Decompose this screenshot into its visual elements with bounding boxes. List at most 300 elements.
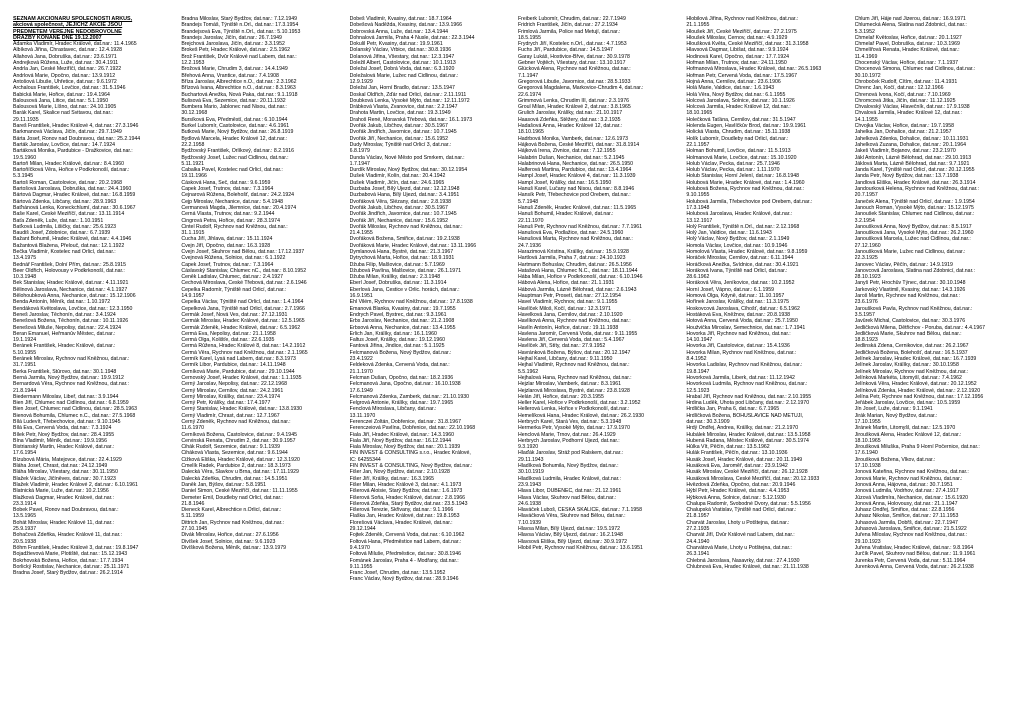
shareholder-entry: Havelková Jana, Černilov, dat.nar.: 2.10.1920 <box>517 311 623 318</box>
shareholder-entry: Bartoňíčková Věra, Hořice v Podkrkonoší, dat.nar.: <box>13 167 130 174</box>
shareholder-entry: Havel Vladimír, Rychnov, dat.nar.: 9.1.1955 <box>517 299 618 306</box>
shareholder-entry: 29.12.1944 <box>349 526 376 533</box>
shareholder-entry: Dolanová Jiřina, Všestary, dat.nar.: 12.3.1947 <box>349 53 455 60</box>
shareholder-entry: Janyš Petr, Hrochův Týnec, dat.nar.: 30.10.1948 <box>854 280 966 287</box>
shareholder-entry: 23.3.1914 <box>13 500 37 507</box>
shareholder-entry: Fišer Jan, Nový Bydžov, dat.nar.: 2.10.1928 <box>349 469 450 476</box>
shareholder-entry: Dolanský Václav, Vrbice, dat.nar.: 30.8.1936 <box>349 47 452 54</box>
shareholder-entry: Jahelková Zdenka, Dohalice, dat.nar.: 10.11.1931 <box>854 135 969 142</box>
shareholder-entry: Cejp Miroslav, Nechanice, dat.nar.: 5.4.1948 <box>181 198 284 205</box>
shareholder-entry: Duzbabová Hana, Bílý Újezd, dat.nar.: 3.4.1951 <box>349 192 460 199</box>
shareholder-entry: Bartoš Roman, Častolovice, dat.nar.: 20.2.1968 <box>13 179 123 186</box>
shareholder-entry: Hlavsová Eliška, Bílý Újezd, dat.nar.: 30.9.1972 <box>517 538 627 545</box>
shareholder-entry: 22.1.1957 <box>686 141 710 148</box>
shareholder-entry: Gregorová Libuše, Javornice, dat.nar.: 28.5.1933 <box>517 78 631 85</box>
shareholder-entry: Holá Věra, Nový Bydžov, dat.nar.: 6.1.1955 <box>686 91 786 98</box>
shareholder-entry: Cucha Jiří, Jihlava, dat.nar.: 15.11.1924 <box>181 236 273 243</box>
shareholder-entry: Dymlanová Hana, Bystré, dat.nar.: 21.3.1967 <box>349 248 454 255</box>
shareholder-entry: Hofmanová Miroslava, Hradec Králové, dat.nar.: 26.5.1963 <box>686 66 822 73</box>
shareholder-entry: Dieneck Karel, Albrechtice n.Orlicí, dat.nar.: <box>181 507 282 514</box>
shareholder-entry: Janoušková Jana, Vysoké Mýto, dat.nar.: 26.2.1960 <box>854 230 974 237</box>
shareholder-entry: Jiroušková Alena, Hradec Králové 12, dat.nar.: <box>854 431 962 438</box>
shareholder-entry: 21.4.1955 <box>349 230 373 237</box>
shareholder-entry: Bílá Eva, Červená Voda, dat.nar.: 7.3.1924 <box>13 425 112 432</box>
shareholder-entry: Archalous František, Lovčice, dat.nar.: 31.5.1946 <box>13 85 126 92</box>
shareholder-entry: Dvořáková Marie, Hradec Králové, dat.nar.: 13.11.1966 <box>349 242 477 249</box>
shareholder-entry: 19.5.1960 <box>13 154 37 161</box>
shareholder-entry: Hadrbová Monika, Vamberk, dat.nar.: 12.6.1973 <box>517 135 629 142</box>
shareholder-entry: Hanušová Marta, Rychnov nad Kněžnou, dat.nar.: <box>517 236 633 243</box>
shareholder-entry: Jahelková Zuzana, Dohalice, dat.nar.: 20.1.1964 <box>854 141 966 148</box>
shareholder-entry: Jákl Antonín, Lázně Bělohrad, dat.nar.: 29.10.1913 <box>854 154 972 161</box>
shareholder-entry: Drahoš René, Moravská Třebová, dat.nar.: 16.1.1973 <box>349 116 473 123</box>
shareholder-entry: Chvojka Václav, Hořice, dat.nar.: 19.7.1958 <box>854 123 955 130</box>
shareholder-entry: Hanuš Karel, Lučany nad Nisou, dat.nar.: 8.8.1946 <box>517 186 635 193</box>
shareholder-entry: Hojná Anna, Černilov, dat.nar.: 23.6.1906 <box>686 78 781 85</box>
shareholder-entry: Holenda Eugen, Havlíčkův Brod, dat.nar.: 19.9.1961 <box>686 123 806 130</box>
shareholder-entry: Hrdina Luděk, Úhota pod Libčany, dat.nar.: 2.12.1970 <box>686 400 810 407</box>
shareholder-entry: 19.1.1924 <box>13 337 37 344</box>
shareholder-entry: Borlický Rostislav, Nechanice, dat.nar.: 25.11.1971 <box>13 563 130 570</box>
shareholder-entry: Hubálek Miroslav, Hradec Králové, dat.nar.: 13.5.1958 <box>686 431 811 438</box>
shareholder-entry: FIN INVEST & CONSULTING, Nový Bydžov, dat.nar.: <box>349 463 473 470</box>
shareholder-entry: Horáková Věra, Jeníkovice, dat.nar.: 10.2.1952 <box>686 280 795 287</box>
shareholder-entry: 5.3.1945 <box>13 173 34 180</box>
shareholder-entry: Čermík Libor, Pardubice, dat.nar.: 14.11.1948 <box>181 362 286 369</box>
shareholder-entry: Dalecká Zdeňka, Chrudim, dat.nar.: 14.5.1951 <box>181 475 288 482</box>
shareholder-entry: Bendáková Květoslava, Lovčice, dat.nar.: 12.3.1950 <box>13 305 133 312</box>
shareholder-entry: Chroboček Rudolf, Cítím, dat.nar.: 11.4.1931 <box>854 78 958 85</box>
column-2 <box>181 16 340 719</box>
shareholder-entry: Husáková Eva, Jaroměř, dat.nar.: 23.9.1942 <box>686 463 788 470</box>
shareholder-entry: Jonová Anna, Hájovna, dat.nar.: 30.7.1951 <box>854 481 953 488</box>
shareholder-entry: Jelínek Miroslav, Rychnov nad Kněžnou, dat.nar.: <box>854 368 969 375</box>
shareholder-entry: Hovorka Jiří, Častolovice, dat.nar.: 15.4.1936 <box>686 343 790 350</box>
shareholder-entry: Chlebná Jaroslava, Nasavrky, dat.nar.: 27.4.1930 <box>686 557 800 564</box>
shareholder-entry: Cvejnová Růžena, Solnice, dat.nar.: 6.1.1922 <box>181 255 286 262</box>
shareholder-entry: Holubová Jaroslava, Hradec Králové, dat.nar.: <box>686 211 793 218</box>
shareholder-entry: Dobeš Vladimír, Kvasiny, dat.nar.: 18.7.1964 <box>349 16 452 22</box>
shareholder-entry: 11.4.1969 <box>854 53 878 60</box>
shareholder-entry: Holub Václav, Pecka, dat.nar.: 1.11.1970 <box>686 167 780 174</box>
shareholder-entry: Buchartová Anežka, Nová Paka, dat.nar.: 9.1.1918 <box>181 91 298 98</box>
shareholder-entry: Jirák Marian, Nový Bydžov, dat.nar.: <box>854 412 938 419</box>
shareholder-entry: Baše Karel, České Meziříčí, dat.nar.: 13.11.1914 <box>13 211 125 218</box>
shareholder-entry: Hotová Anna, Červená Voda, dat.nar.: 25.7.1950 <box>686 318 798 325</box>
shareholder-entry: 18.10.1965 <box>854 437 881 444</box>
shareholder-entry: 14.9.1957 <box>181 293 205 300</box>
shareholder-entry: 5.11.1921 <box>181 160 205 167</box>
shareholder-entry: 7.10.1939 <box>517 519 542 526</box>
shareholder-entry: 30.10.1972 <box>854 72 881 79</box>
shareholder-entry: Hartmann Bohuslav, Chrudim, dat.nar.: 26.5.1956 <box>517 261 632 268</box>
shareholder-entry: Balousová Jana, Litice, dat.nar.: 5.1.1950 <box>13 97 109 104</box>
shareholder-entry: Holmanová Marie, Lovčice, dat.nar.: 15.10.1920 <box>686 154 797 161</box>
shareholder-entry: Barták Jaroslav, Lovčice, dat.nar.: 14.7.1924 <box>13 141 115 148</box>
shareholder-entry: Hovorka Milan, Rychnov nad Kněžnou, dat.nar.: <box>686 349 797 356</box>
shareholder-entry: Doležil Albert, Častolovice, dat.nar.: 10.1.1913 <box>349 60 456 67</box>
shareholder-entry: Čiháková Vlasta, Sezemice, dat.nar.: 9.6.1944 <box>181 450 288 457</box>
shareholder-entry: Halabrinová Hana, Nechanice, dat.nar.: 26.5.1950 <box>517 160 634 167</box>
shareholder-entry: Hodinová Karel, Opočno, dat.nar.: 17.7.1924 <box>686 53 789 60</box>
shareholder-entry: Hlaváček Luboš, ČESKÁ SKALICE, dat.nar.: 7.1.1958 <box>517 507 642 514</box>
shareholder-entry: 18.8.1923 <box>854 337 878 344</box>
shareholder-entry: Eberl Josef, Dobruška, dat.nar.: 11.3.1914 <box>349 280 447 287</box>
shareholder-entry: Dušek Vladimír, Kolín, dat.nar.: 20.4.1942 <box>349 173 446 180</box>
shareholder-entry: Hejhalová Hana, Rychnov nad Kněžnou, dat.nar.: <box>517 374 632 381</box>
shareholder-entry: Juhasz Ondřej, Smiřice, dat.nar.: 22.8.1956 <box>854 507 955 514</box>
shareholder-entry: Dvořák Jiří, Nechanice, dat.nar.: 15.6.1952 <box>349 217 448 224</box>
shareholder-entry: 21.1.1955 <box>686 22 710 29</box>
shareholder-entry: Blažek Vladimír, Hradec Králové 2, dat.nar.: 6.10.1961 <box>13 481 138 488</box>
shareholder-entry: Havlíček Jiří, Štíty, dat.nar.: 27.9.1952 <box>517 343 606 350</box>
shareholder-entry: Dvořáková Božena, Smiřice, dat.nar.: 19.2.1938 <box>349 236 460 243</box>
shareholder-entry: Fridrich František, Jičín, dat.nar.: 27.2.1934 <box>517 22 618 29</box>
shareholder-entry: Andrla Jan, České Meziříčí, dat.nar.: 26.7.1922 <box>13 66 122 73</box>
shareholder-entry: Foltová Miluše, Předměstice, dat.nar.: 30.8.1946 <box>349 551 461 558</box>
shareholder-entry: Homolová Vlasta, Hradec Králové, dat.nar.: 9.8.1959 <box>686 248 808 255</box>
shareholder-entry: Doležal Jan, Horní Bradlo, dat.nar.: 13.5.1947 <box>349 85 455 92</box>
shareholder-entry: Chrenová Ivona, Kočí, dat.nar.: 7.10.1969 <box>854 91 951 98</box>
shareholder-entry: Jaroušková Pavla, Rychnov nad Kněžnou, dat.nar.: <box>854 305 973 312</box>
shareholder-entry: Janda Karel, Týniště nad Orlicí, dat.nar.: 20.12.1955 <box>854 167 975 174</box>
shareholder-entry: Fišerová Aloisie, Starý Bydžov, dat.nar.: 1.6.1973 <box>349 488 463 495</box>
shareholder-entry: Hloušek Miloslav, Černov, dat.nar.: 4.9.1929 <box>686 34 788 41</box>
shareholder-entry: Janeček Alena, Týniště nad Orlicí, dat.nar.: 1.9.1954 <box>854 198 975 205</box>
shareholder-entry: 9.3.1920 <box>517 444 539 451</box>
shareholder-entry: Ferenczei Zoltán, Dobřenice, dat.nar.: 31.8.1967 <box>349 419 461 425</box>
shareholder-entry: Dvořák Jakub, Libčhov, dat.nar.: 30.5.1967 <box>349 204 448 211</box>
shareholder-entry: 9.11.1955 <box>349 563 373 570</box>
shareholder-entry: Faltus Josef, Králíky, dat.nar.: 19.12.1960 <box>349 337 446 344</box>
shareholder-entry: Bízubová Mária, Matejovce, dat.nar.: 22.4.1929 <box>13 456 122 463</box>
shareholder-entry: Hofman Petr, Červená Voda, dat.nar.: 17.5.1967 <box>686 72 798 79</box>
shareholder-entry: Dalecká Věra, Slavkov u Brna, dat.nar.: 17.11.1929 <box>181 469 299 476</box>
shareholder-entry: Jonová Kateřina, Rychnov nad Kněžnou, dat.nar.: <box>854 469 969 476</box>
shareholder-entry: Bek Stanislav, Hradec Králové, dat.nar.: 4.11.1921 <box>13 280 129 287</box>
shareholder-entry: Glücková Alena, Rychnov nad Kněžnou, dat.nar.: <box>517 66 631 73</box>
shareholder-entry: 7.1.1947 <box>517 72 539 79</box>
shareholder-entry: Holub Stanislav, Horní Jelení, dat.nar.: 16.8.1948 <box>686 173 799 180</box>
shareholder-entry: 18.10.1965 <box>517 129 544 136</box>
shareholder-entry: Dobešová Naděžda, Kvasiny, dat.nar.: 13.9.1966 <box>349 22 463 29</box>
shareholder-entry: 1.7.1947 <box>349 160 370 167</box>
shareholder-entry: Bláha Miroslav, Všestary, dat.nar.: 30.11.1950 <box>13 469 118 476</box>
shareholder-entry: Husák Miroslav, České Meziříčí, dat.nar.: 26.12.1928 <box>686 469 808 476</box>
shareholder-entry: 22.3.1925 <box>854 255 878 262</box>
shareholder-entry: Havránková Božena, Býšov, dat.nar.: 20.12.1947 <box>517 349 631 356</box>
shareholder-entry: Čermá Růžena, Hradec Králové 8, dat.nar.: 14.2.1912 <box>181 343 306 350</box>
shareholder-entry: Horáková Ivana, Týniště nad Orlicí, dat.nar.: <box>686 267 788 274</box>
shareholder-entry: Bína Vladimír, Měník, dat.nar.: 19.9.1956 <box>13 437 108 444</box>
shareholder-entry: Blatnická Marie, Luže, dat.nar.: 10.2.1956 <box>13 488 109 495</box>
shareholder-entry: Jedličková Božena, Bolehošť, dat.nar.: 16.5.1937 <box>854 349 968 356</box>
shareholder-entry: Chlumecká Alena, Slatina nad Zdobnicí, dat.nar.: <box>854 22 967 29</box>
shareholder-entry: Hauptman Petr, Prosetí, dat.nar.: 27.12.1954 <box>517 293 621 300</box>
shareholder-entry: 19.8.1947 <box>686 368 710 375</box>
shareholder-entry: Antošová Libuše, Uhřetice, dat.nar.: 9.6.1972 <box>13 78 117 85</box>
shareholder-entry: 13.12.1917 <box>686 217 713 224</box>
shareholder-entry: Fiala Miroslav, Nový Bydžov, dat.nar.: 20.1.1939 <box>349 444 461 451</box>
column-2-entries <box>181 16 340 551</box>
shareholder-entry: Dobrovská Anna, Luže, dat.nar.: 13.4.1944 <box>349 28 448 35</box>
shareholder-entry: IČ: 64255344 <box>349 456 381 463</box>
shareholder-entry: Allahová Jana, Dobruška, dat.nar.: 23.6.1971 <box>13 53 117 60</box>
shareholder-entry: Hovorková Ludmila, Rychnov nad Kněžnou, dat.nar.: <box>686 381 808 388</box>
shareholder-entry: 12.9.1929 <box>349 78 373 85</box>
shareholder-entry: Bienová Bohumila, Chlumec n.C., dat.nar.: 27.5.1968 <box>13 412 136 419</box>
shareholder-entry: Bokrhovská Božena, Hořice, dat.nar.: 17.7.1934 <box>13 557 124 564</box>
shareholder-entry: Drábková Vlasta, Zvanovice, dat.nar.: 2.2.1947 <box>349 104 458 111</box>
shareholder-entry: Hadašová Anna, Hradec Králové 12, dat.nar.: <box>517 123 623 130</box>
shareholder-entry: Andrlová Marie, Opočno, dat.nar.: 13.9.1912 <box>13 72 116 79</box>
shareholder-entry: Hájková Irena, Živnice, dat.nar.: 7.12.1955 <box>517 148 616 155</box>
shareholder-entry: Jiroušková Miluška, Praha 9 Horní Počernice, dat.nar.: <box>854 444 980 451</box>
shareholder-entry: Divíšková Božena, Měník, dat.nar.: 13.9.1979 <box>181 544 287 551</box>
shareholder-entry: Babická Marie, Hořice, dat.nar.: 19.4.1964 <box>13 91 110 98</box>
shareholder-entry: 17.6.1949 <box>349 387 373 394</box>
column-6-entries <box>855 16 1014 570</box>
shareholder-entry: Hlaváčková Věra, Skuhrov nad Bělou, dat.nar.: <box>517 513 626 520</box>
shareholder-entry: 22.2.1958 <box>181 141 205 148</box>
shareholder-entry: Felcmanová Jana, Opočno, dat.nar.: 16.10.1938 <box>349 381 461 388</box>
shareholder-entry: Čermák Zdeněk, Hradec Králové, dat.nar.: 6.5.1962 <box>181 324 301 331</box>
shareholder-entry: Černý Zdeněk, Rychnov nad Kněžnou, dat.nar.: <box>181 419 291 425</box>
shareholder-entry: 31.1.1915 <box>181 230 205 237</box>
shareholder-entry: Chmelař Pavel, Dobruška, dat.nar.: 10.3.1969 <box>854 41 960 48</box>
shareholder-entry: Balousová Marie, Líšno, dat.nar.: 24.10.1905 <box>13 104 117 111</box>
shareholder-entry: 30.10.1919 <box>517 469 544 476</box>
shareholder-entry: 24.7.1936 <box>517 242 542 249</box>
shareholder-entry: Hoskovcová Jaroslava, Číhošť, dat.nar.: 6.5.1962 <box>686 305 800 312</box>
shareholder-entry: Blažková Dagmar, Hradec Králové, dat.nar.: <box>13 494 114 501</box>
shareholder-entry: Černý Miroslav, Černilov, dat.nar.: 24.2.1961 <box>181 387 284 394</box>
shareholder-entry: Blažek Václav, Jičíněves, dat.nar.: 30.7.1923 <box>13 475 116 482</box>
shareholder-entry: Hlavsa Milan, Bílý Újezd, dat.nar.: 19.5.1972 <box>517 526 621 533</box>
shareholder-entry: Jůzová Vladimíra, Nechanice, dat.nar.: 15.6.1920 <box>854 494 968 501</box>
shareholder-entry: Jurčík Pavel, Skuhrov nad Bělou, dat.nar.: 11.9.1961 <box>854 551 976 558</box>
shareholder-entry: Benda Antonín, Měník, dat.nar.: 1.10.1972 <box>13 299 111 306</box>
shareholder-entry: Holečková Taťána, Černilov, dat.nar.: 31.5.1947 <box>686 116 796 123</box>
shareholder-entry: Janoušková Marie, Lužec nad Cidlinou, dat.nar.: <box>854 248 966 255</box>
shareholder-entry: Břízová Ivana, Albrechtice n.O., dat.nar.: 8.3.1963 <box>181 85 296 92</box>
shareholder-entry: Horáčková Anežka, Svídnice, dat.nar.: 30.4.1921 <box>686 261 799 268</box>
shareholder-entry: Husák Josef, Hradec Králové, dat.nar.: 20.11.1949 <box>686 456 803 463</box>
shareholder-entry: Bělohoubková Anna, Nechanice, dat.nar.: 15.12.1906 <box>13 293 136 300</box>
column-4-entries <box>518 16 677 551</box>
shareholder-entry: Čermák Miroslav, Hradec Králové, dat.nar.: 12.5.1965 <box>181 318 305 325</box>
shareholder-entry: Bartošová Jaroslava, Dobruška, dat.nar.: 24.4.1960 <box>13 186 132 193</box>
shareholder-entry: Fiala Jiří, Hradec Králové, dat.nar.: 14.3.1960 <box>349 431 455 438</box>
shareholder-entry: Holík Lubomír, Doudleby nad Orlicí, dat.nar.: <box>686 135 789 142</box>
shareholder-entry: Bydžovský Josef, Lužec nad Cidlinou, dat.nar.: <box>181 154 289 161</box>
shareholder-entry: Bříza Jaroslav, Albrechtice n.O., dat.nar.: 2.3.1962 <box>181 78 297 85</box>
shareholder-entry: Emanová Blanka, Kvasiny, dat.nar.: 19.7.1955 <box>349 305 456 312</box>
shareholder-entry: Baťhánová Lenka, Koneckchlumí, dat.nar.: 30.6.1967 <box>13 204 136 211</box>
shareholder-entry: Bareš František, Hradec Králové 4, dat.nar.: 27.3.1946 <box>13 123 139 130</box>
shareholder-entry: Holická Vlasta, Chrudim, dat.nar.: 15.11.1938 <box>686 129 791 136</box>
shareholder-entry: Čáslavský Stanislav, Chlumec nC., dat.nar.: 8.10.1952 <box>181 267 307 274</box>
shareholder-entry: Hvězdová Zdeňka, Opočno, dat.nar.: 20.9.1946 <box>686 481 796 488</box>
shareholder-entry: Jelínek Jaroslav, Hradec Králové, dat.nar.: 16.7.1939 <box>854 356 977 363</box>
shareholder-entry: Jiránek Martin, Litomyšl, dat.nar.: 12.5.1970 <box>854 425 956 432</box>
shareholder-entry: Čmelík Radek, Pardubice 2, dat.nar.: 18.3.1973 <box>181 463 291 470</box>
shareholder-entry: Čepelka Radomír, Týniště nad Orlicí, dat.nar.: <box>181 286 287 293</box>
shareholder-entry: Dvořák Jakub, Libčhov, dat.nar.: 30.5.1967 <box>349 123 448 130</box>
shareholder-entry: Hampl Josef, Králíky, dat.nar.: 16.5.1950 <box>517 179 612 186</box>
shareholder-entry: 29.11.1943 <box>517 456 544 463</box>
shareholder-entry: 13.4.1975 <box>13 255 37 262</box>
shareholder-entry: Hábová Jarmila, Lázně Bělohrad, dat.nar.: 2.6.1943 <box>517 286 637 293</box>
shareholder-entry: Cabalka Pavel, Kostelec nad Orlicí, dat.nar.: <box>181 167 283 174</box>
shareholder-entry: Hába Milan, Hořice v Podkrkonoší, dat.nar.: 6.10.1946 <box>517 274 643 281</box>
shareholder-entry: Hubená Radana, Městec Králové, dat.nar.: 30.5.1974 <box>686 437 809 444</box>
shareholder-entry: Hlava Václav, Skuhrov nad Bělou, dat.nar.: <box>517 494 617 501</box>
shareholder-entry: Bumbera Mario, Jablonec nad Nisou, dat.nar.: <box>181 104 287 111</box>
shareholder-entry: Fuchs Jiří, Pardubice, dat.nar.: 14.5.1947 <box>517 47 613 54</box>
shareholder-entry: Dvořák Miloslav, Rychnov nad Kněžnou, dat.nar.: <box>349 223 463 230</box>
shareholder-entry: 14.10.1947 <box>686 337 713 344</box>
shareholder-entry: Janoušková Anna, Nový Bydžov, dat.nar.: 8.5.1917 <box>854 223 972 230</box>
shareholder-entry: Hanuš Bohumil, Hradec Králové, dat.nar.: <box>517 211 614 218</box>
shareholder-entry: Jonová Ludmila, Vodrhov, dat.nar.: 27.4.1917 <box>854 488 959 495</box>
shareholder-entry: Drahota Martin, Lovčice, dat.nar.: 19.3.1949 <box>349 110 451 117</box>
shareholder-entry: 5.7.1948 <box>517 198 539 205</box>
shareholder-entry: Charvát Jiří, Dvůr Králové nad Labem, dat.nar.: <box>686 532 795 539</box>
shareholder-entry: 5.11.1959 <box>181 513 205 520</box>
column-3 <box>350 16 509 719</box>
shareholder-entry: Frydrych Jiří, Kostelec n.Orl., dat.nar.: 4.7.1953 <box>517 41 627 48</box>
shareholder-entry: 30.12.1968 <box>181 110 208 117</box>
shareholder-entry: Doležalová Marie, Lužec nad Cidlinou, dat.nar.: <box>349 72 459 79</box>
shareholder-entry: 21.8.1957 <box>686 513 710 520</box>
shareholder-entry: Bílek Petr, Nový Bydžov, dat.nar.: 28.4.1955 <box>13 431 115 438</box>
shareholder-entry: Juhasová Jarmila, Dobřš, dat.nar.: 22.7.1947 <box>854 519 958 526</box>
shareholder-entry: Benešová Miluše, Nepolisy, dat.nar.: 22.4.1924 <box>13 324 122 331</box>
shareholder-entry: 17.6.1954 <box>13 450 37 457</box>
shareholder-entry: Berka František, Štůrovo, dat.nar.: 30.1.1948 <box>13 368 117 375</box>
shareholder-entry: Jín Josef, Luže, dat.nar.: 9.1.1941 <box>854 406 933 413</box>
shareholder-entry: Henclová Marie, Trnov, dat.nar.: 26.4.1929 <box>517 431 616 438</box>
shareholder-entry: Grulich Jaroslav, Králíky, dat.nar.: 21.10.1917 <box>517 110 623 117</box>
shareholder-entry: 13.11.1970 <box>349 412 376 419</box>
shareholder-entry: Homová Olga, Kdyně, dat.nar.: 11.10.1957 <box>686 293 785 300</box>
shareholder-entry: Baťa Zdeněk, Luže, dat.nar.: 1.10.1951 <box>13 217 104 224</box>
shareholder-entry: Chlum Jiří, Háje nad Jizerou, dat.nar.: 16.9.1971 <box>854 16 966 22</box>
shareholder-entry: Brož František, Dvůr Králové nad Labem, dat.nar.: <box>181 53 297 60</box>
shareholder-entry: Fiala Jiří, Nový Bydžov, dat.nar.: 16.12.1944 <box>349 437 452 444</box>
shareholder-entry: Cásková Hana, Seč, dat.nar.: 9.6.1959 <box>181 179 271 186</box>
shareholder-entry: Chmelař Květoslav, Hořice, dat.nar.: 20.1.1927 <box>854 34 962 41</box>
shareholder-entry: Homola Václav, Lovčice, dat.nar.: 10.9.1946 <box>686 242 788 249</box>
shareholder-entry: Husáková Miroslava, České Meziříčí, dat.nar.: 20.12.1933 <box>686 475 820 482</box>
shareholder-entry: Jurenková Anna, Červená Voda, dat.nar.: 26.2.1938 <box>854 563 974 570</box>
shareholder-entry: Bulisová Eva, Sezemice, dat.nar.: 20.11.1932 <box>181 97 286 104</box>
shareholder-entry: Čeněk Ladislav, Chlumec, dat.nar.: 2.4.1927 <box>181 274 284 281</box>
shareholder-entry: Bernardová Věra, Rychnov nad Kněžnou, dat.nar.: <box>13 381 129 388</box>
shareholder-entry: Bradna Josef, Starý Bydžov, dat.nar.: 26.2.1914 <box>13 570 123 577</box>
shareholder-entry: Chrenc Jan, Kočí, dat.nar.: 12.12.1966 <box>854 85 944 92</box>
shareholder-entry: Cingrová Petra, Hořice, dat.nar.: 28.3.1974 <box>181 217 280 224</box>
shareholder-entry: Feldeková Zdenka, Červená Voda, dat.nar.: <box>349 362 450 369</box>
shareholder-entry: Hartlová Jarmila, Praha 7, dat.nar.: 24.10.1923 <box>517 255 626 262</box>
shareholder-entry: Jelínková Věra, Hradec Králové, dat.nar.: 20.12.1952 <box>854 381 977 388</box>
shareholder-entry: Brandejs Tomáš, Týniště n.Orl., dat.nar.: 17.3.1954 <box>181 22 299 29</box>
shareholder-entry: Flaška Jan, Hradec Králové, dat.nar.: 19.8.1953 <box>349 513 460 520</box>
shareholder-entry: Beran Emanuel, Heřmanův Městec, dat.nar.: <box>13 330 116 337</box>
shareholder-entry: Havlíček Miloš, Kočí, dat.nar.: 12.3.1971 <box>517 305 611 312</box>
shareholder-entry: Brožová Marie, Chrudim 3, dat.nar.: 14.4.1949 <box>181 66 288 73</box>
shareholder-entry: Doubková Lenka, Vysoké Mýto, dat.nar.: 12.11.1972 <box>349 97 470 104</box>
shareholder-entry: Divák Miroslav, Hořice, dat.nar.: 27.6.1956 <box>181 532 279 539</box>
shareholder-entry: Halferová Martina, Pardubice, dat.nar.: 13.4.1964 <box>517 167 632 174</box>
shareholder-entry: Černý Petr, Králíky, dat.nar.: 17.4.1977 <box>181 400 271 407</box>
shareholder-entry: Houžvička Miroslav, Semechnice, dat.nar.: 1.7.1941 <box>686 324 806 331</box>
shareholder-entry: Dokulil Petr, Kvasiny, dat.nar.: 19.9.1961 <box>349 41 443 48</box>
shareholder-entry: Jelína Petr, Rychnov nad Kněžnou, dat.nar.: 17.12.1956 <box>854 393 984 400</box>
shareholder-entry: Janda Petr, Nový Bydžov, dat.nar.: 13.7.1938 <box>854 173 959 180</box>
shareholder-entry: Hlobilová Jiřina, Rychnov nad Kněžnou, dat.nar.: <box>686 16 799 22</box>
shareholder-entry: Cvejn Jiří, Opočno, dat.nar.: 16.3.1928 <box>181 242 271 249</box>
shareholder-entry: Dudy Miroslav, Týniště nad Orlicí 3, dat.nar.: <box>349 141 452 148</box>
shareholder-entry: Černíková Božena, Častolovice, dat.nar.: 9.4.1945 <box>181 431 297 438</box>
shareholder-entry: Felcmanová Božena, Nový Bydžov, dat.nar.: <box>349 349 452 356</box>
shareholder-entry: 12.5.1923 <box>686 387 710 394</box>
shareholder-entry: Hejhal Karel, Libčany, dat.nar.: 9.11.1950 <box>517 356 613 363</box>
shareholder-entry: Jelínková Markéta, Litomyšl, dat.nar.: 7.4.1962 <box>854 374 962 381</box>
shareholder-entry: 18.10.1965 <box>686 110 713 117</box>
shareholder-entry: Čihák Rudolf, Sezemice, dat.nar.: 9.1.1939 <box>181 444 280 451</box>
shareholder-entry: Bělinová Jaroslava, Nechanice, dat.nar.: 4.1.1927 <box>13 286 128 293</box>
shareholder-entry: Andrejková Růžena, Luže, dat.nar.: 30.4.1911 <box>13 60 119 67</box>
shareholder-entry: Daněk Jan, Býšov, dat.nar.: 5.8.1951 <box>181 481 267 488</box>
shareholder-entry: Herbrych Jaroslav, Podhorní Újezd, dat.nar.: <box>517 437 620 444</box>
shareholder-entry: Hlobil Petr, Rychnov nad Kněžnou, dat.nar.: 13.6.1951 <box>517 544 643 551</box>
shareholder-entry: Bursíková Eva, Předměstí, dat.nar.: 6.10.1944 <box>181 116 288 123</box>
shareholder-entry: Džuba Milan, Králíky, dat.nar.: 2.3.1948 <box>349 274 441 281</box>
shareholder-entry: Holý Václav, Nový Bydžov, dat.nar.: 2.1.1949 <box>686 236 790 243</box>
shareholder-entry: 9.4.1970 <box>349 544 370 551</box>
shareholder-entry: 22.6.1974 <box>517 91 542 98</box>
shareholder-entry: Burkel Lubomír, Častolovice, dat.nar.: 4.6.1961 <box>181 123 290 130</box>
shareholder-entry: Dittrich Jan, Rychnov nad Kněžnou, dat.nar.: <box>181 519 284 526</box>
shareholder-entry: Čermá Eva, Nepolisy, dat.nar.: 21.1.1958 <box>181 330 276 337</box>
shareholder-entry: Dvořák Jindřich, Javornice, dat.nar.: 10.7.1945 <box>349 129 457 136</box>
shareholder-entry: Dvořák Jindřich, Javornice, dat.nar.: 10.7.1945 <box>349 211 457 218</box>
shareholder-entry: Dytrychová Marta, Hořice, dat.nar.: 18.9.1931 <box>349 255 455 262</box>
shareholder-entry: Brandejs Jaroslav, Jičín, dat.nar.: 26.7.1949 <box>181 34 282 41</box>
shareholder-entry: Jonová Anna, Holovousy, dat.nar.: 21.1.1947 <box>854 500 958 507</box>
shareholder-entry: 3.2.1954 <box>854 217 875 224</box>
column-5-entries <box>686 16 845 570</box>
shareholder-entry: Felcmanová Zdenka, Žamberk, dat.nar.: 21.10.1930 <box>349 393 470 400</box>
shareholder-entry: Beer Oldřich, Holovousy v Podkrkonoší, dat.nar.: <box>13 267 125 274</box>
shareholder-entry: Divíšek Josef, Solnice, dat.nar.: 9.6.1923 <box>181 538 276 545</box>
shareholder-entry: Jandlová Eliška, Hradec Králové, dat.nar.: 26.3.1914 <box>854 179 976 186</box>
shareholder-entry: Čermá Olga, Kolišťe, dat.nar.: 22.6.1935 <box>181 337 275 344</box>
column-3-entries <box>350 16 509 583</box>
shareholder-entry: Černý Vladimír, Chrast, dat.nar.: 12.7.1967 <box>181 412 280 419</box>
shareholder-entry: 28.6.1962 <box>686 274 710 281</box>
shareholder-entry: 19.11.1966 <box>181 173 207 180</box>
heading-line: akciová společnost, JEJICHŽ AKCIE JSOU <box>13 22 123 29</box>
shareholder-entry: 17.6.1940 <box>854 450 878 457</box>
shareholder-entry: 21.8.1944 <box>13 387 37 394</box>
shareholder-entry: Holubová Marie, Hradec Králové, dat.nar.: 1.4.1960 <box>686 179 805 186</box>
shareholder-entry: Čermík Karel, Lysá nad Labem, dat.nar.: 8.3.1973 <box>181 356 296 363</box>
shareholder-entry: Bártová Zdenka, Libčany, dat.nar.: 28.9.1963 <box>13 198 117 205</box>
shareholder-entry: 18.5.1955 <box>517 34 542 41</box>
